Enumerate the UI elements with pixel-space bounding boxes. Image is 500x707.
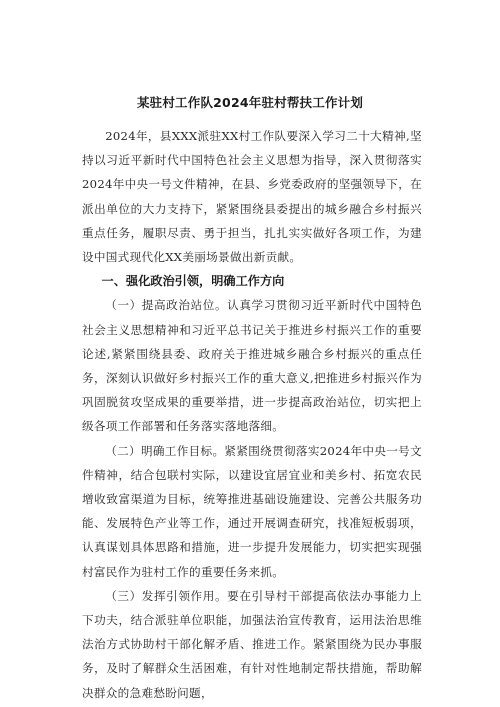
document-title: 某驻村工作队2024年驻村帮扶工作计划 (136, 95, 364, 110)
document-body (82, 124, 422, 705)
item-political-position: （一）提高政治站位。认真学习贯彻习近平新时代中国特色社会主义思想精神和习近平总书记关于推进乡村振兴工作的重要论述,紧紧围绕县委、政府关于推进城乡融合乡村振兴的重点任务，深刻认识做好乡村振兴工作的重大意义,把推进乡村振兴作为巩固脱贫攻坚成果的重要举措，进一步提高政治站位，切实把上级各项工作部署和任务落实落地落细。 (82, 298, 422, 434)
intro-paragraph: 2024年，县XXX派驻XX村工作队要深入学习二十大精神,坚持以习近平新时代中国特色社会主义思想为指导，深入贯彻落实2024年中央一号文件精神，在县、乡党委政府的坚强领导下，在派出单位的大力支持下，紧紧围绕县委提出的城乡融合乡村振兴重点任务，履职尽责、勇于担当，扎扎实实做好各项工作，为建设中国式现代化XX美丽场景做出新贡献。 (82, 129, 422, 265)
item-work-goals: （二）明确工作目标。紧紧围绕贯彻落实2024年中央一号文件精神，结合包联村实际，以建设宜居宜业和美乡村、拓宽农民增收致富渠道为目标，统筹推进基础设施建设、完善公共服务功能、发展特色产业等工作，通过开展调查研究，找准短板弱项，认真谋划具体思路和措施，进一步提升发展能力，切实把实现强村富民作为驻村工作的重要任务来抓。 (82, 443, 422, 579)
item-leading-role: （三）发挥引领作用。要在引导村干部提高依法办事能力上下功夫，结合派驻单位职能，加强法治宣传教育，运用法治思维法治方式协助村干部化解矛盾、推进工作。紧紧围绕为民办事服务，及时了解群众生活困难，有针对性地制定帮扶措施，帮助解决群众的急难愁盼问题， (82, 588, 422, 700)
section-heading: 一、强化政治引领，明确工作方向 (101, 274, 285, 289)
